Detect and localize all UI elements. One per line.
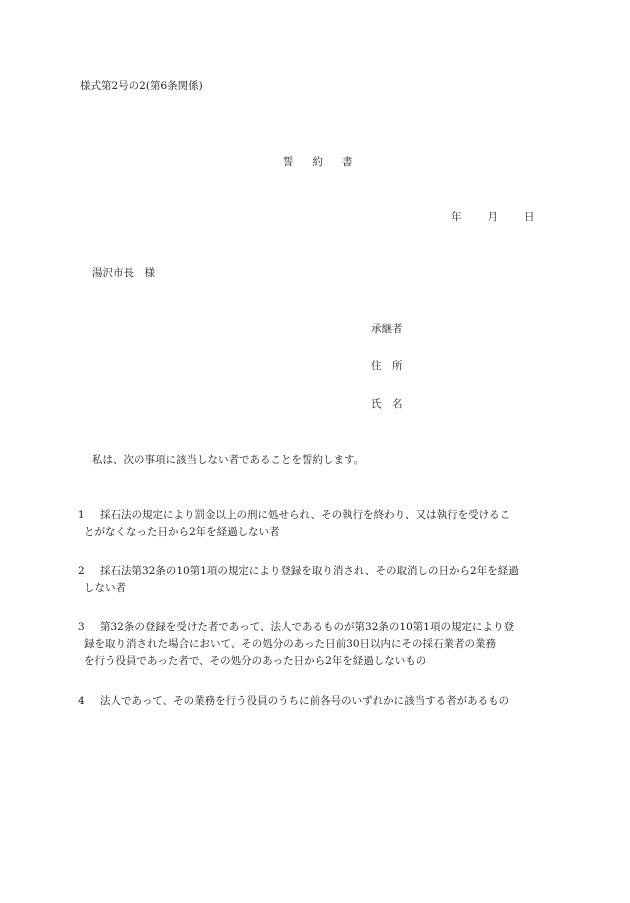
item-number: 3 — [78, 621, 85, 633]
declaration-statement: 私は、次の事項に該当しない者であることを誓約します。 — [92, 454, 365, 466]
form-number: 様式第2号の2(第6条関係) — [80, 80, 203, 92]
date-day: 日 — [524, 211, 535, 223]
address-label: 住 所 — [371, 360, 403, 372]
item-line: 採石法第32条の10第1項の規定により登録を取り消され、その取消しの日から2年を経過 — [100, 565, 519, 577]
list-item — [78, 695, 556, 712]
date-line — [451, 211, 535, 224]
item-line: とがなくなった日から2年を経過しない者 — [84, 526, 280, 538]
date-month: 月 — [487, 211, 498, 223]
item-number: 2 — [78, 565, 85, 577]
item-line: しない者 — [84, 582, 126, 594]
title-char: 誓 — [283, 156, 294, 168]
item-line: 録を取り消された場合において、その処分のあった日前30日以内にその採石業者の業務 — [84, 638, 497, 650]
title-char: 約 — [312, 156, 323, 168]
item-line: を行う役員であった者で、その処分のあった日から2年を経過しないもの — [84, 655, 427, 667]
item-line: 法人であって、その業務を行う役員のうちに前各号のいずれかに該当する者があるもの — [100, 695, 510, 707]
date-year: 年 — [451, 211, 462, 223]
item-line: 採石法の規定により罰金以上の刑に処せられ、その執行を終わり、又は執行を受けるこ — [100, 509, 511, 521]
successor-label: 承継者 — [371, 323, 403, 335]
name-label: 氏 名 — [371, 398, 403, 410]
item-line: 第32条の登録を受けた者であって、法人であるものが第32条の10第1項の規定により登 — [100, 621, 514, 633]
recipient: 湯沢市長 様 — [92, 267, 155, 279]
item-number: 1 — [78, 509, 85, 521]
item-number: 4 — [78, 695, 85, 707]
list-item — [78, 509, 556, 543]
document-title — [283, 156, 353, 169]
list-item — [78, 565, 556, 599]
list-item — [78, 621, 556, 672]
title-char: 書 — [342, 156, 353, 168]
